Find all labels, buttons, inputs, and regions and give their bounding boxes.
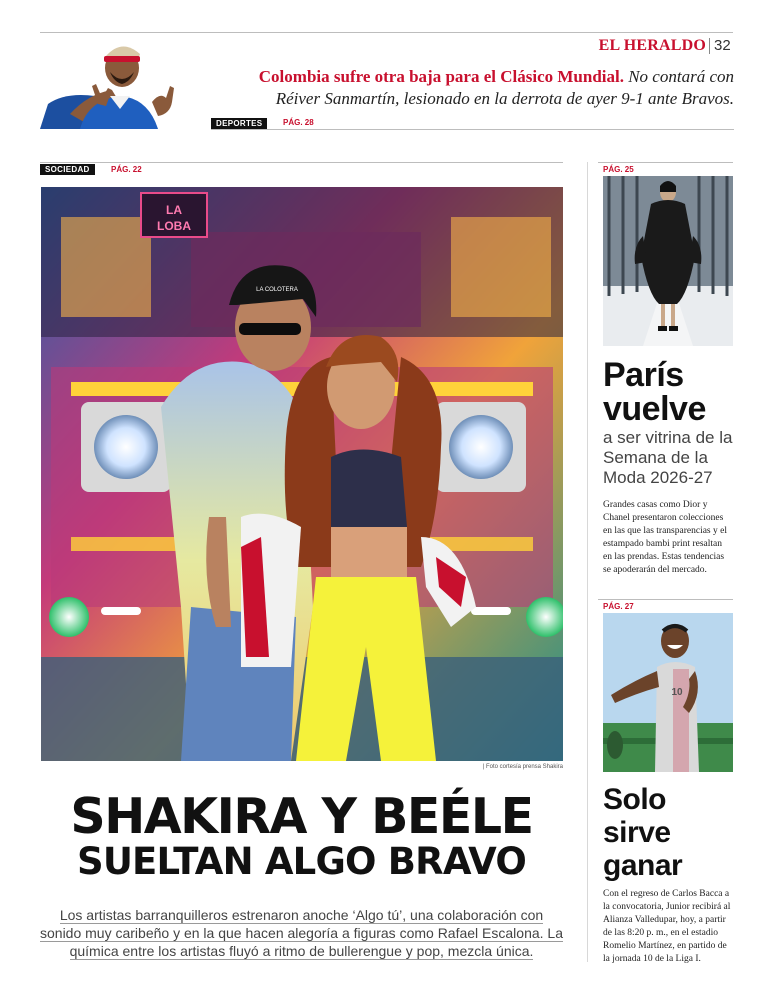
sidebar-2-headline[interactable]: Solo sirve ganar xyxy=(603,783,683,882)
teaser-rule xyxy=(211,129,734,130)
photo-sign-text: LA xyxy=(166,203,182,217)
cap-text: LA COLOTERA xyxy=(256,287,298,293)
sidebar-1-subhead: a ser vitrina de la Semana de la Moda 2026-27 xyxy=(603,428,733,487)
main-story-rule xyxy=(40,162,563,163)
sidebar-1-page-ref: PÁG. 25 xyxy=(603,165,634,174)
main-headline-line2: SUELTAN ALGO BRAVO xyxy=(76,840,527,883)
sidebar-2-page-ref: PÁG. 27 xyxy=(603,602,634,611)
sidebar-1-headline[interactable]: París vuelve xyxy=(603,356,706,428)
main-page-ref: PÁG. 22 xyxy=(111,165,142,174)
newspaper-name: EL HERALDO xyxy=(598,37,706,54)
teaser-headline: Colombia sufre otra baja para el Clásico Mundial. xyxy=(258,67,624,86)
sidebar-1-body: Grandes casas como Dior y Chanel presentaron colecciones en las que las transparencias y el estampado bambi print resaltan en las prendas. Estas tendencias se apoderarán del mercado. xyxy=(603,500,727,575)
main-dek xyxy=(40,906,563,960)
column-divider xyxy=(587,162,588,962)
main-story-photo[interactable] xyxy=(41,187,563,761)
page-number-divider xyxy=(709,38,710,54)
sidebar-2-body: Con el regreso de Carlos Bacca a la convocatoria, Junior recibirá al Alianza Valledupar, hoy, a partir de las 8:20 p. m., en el estadio Romelio Martínez, en partido de la jornada 10 de la Liga I. xyxy=(603,889,731,964)
top-rule xyxy=(40,32,733,33)
main-headline-line1: SHAKIRA Y BEÉLE xyxy=(70,788,533,845)
jersey-number: 10 xyxy=(671,687,683,698)
sidebar-rule-1 xyxy=(598,162,733,163)
main-dek-text: Los artistas barranquilleros estrenaron anoche ‘Algo tú’, una colaboración con sonido muy caribeño y en la que hacen alegoría a figuras como Rafael Escalona. La química entre los artistas fluyó a ritmo de bullerengue y pop, mezcla única. xyxy=(40,907,563,959)
main-section-badge: SOCIEDAD xyxy=(40,164,95,175)
photo-credit: | Foto cortesía prensa Shakira xyxy=(482,764,563,770)
svg-text:LOBA: LOBA xyxy=(157,219,191,233)
sidebar-rule-2 xyxy=(598,599,733,600)
teaser-section-badge: DEPORTES xyxy=(211,118,267,129)
main-headline[interactable] xyxy=(40,788,563,883)
teaser-text[interactable] xyxy=(211,66,734,110)
page-number: 32 xyxy=(714,37,731,54)
teaser-subhead: No contará con Réiver Sanmartín, lesionado en la derrota de ayer 9-1 ante Bravos. xyxy=(275,67,734,108)
sidebar-1-photo[interactable] xyxy=(603,176,733,346)
sidebar-2-photo[interactable] xyxy=(603,613,733,772)
teaser-player-photo[interactable] xyxy=(40,34,187,129)
teaser-page-ref: PÁG. 28 xyxy=(283,118,314,127)
